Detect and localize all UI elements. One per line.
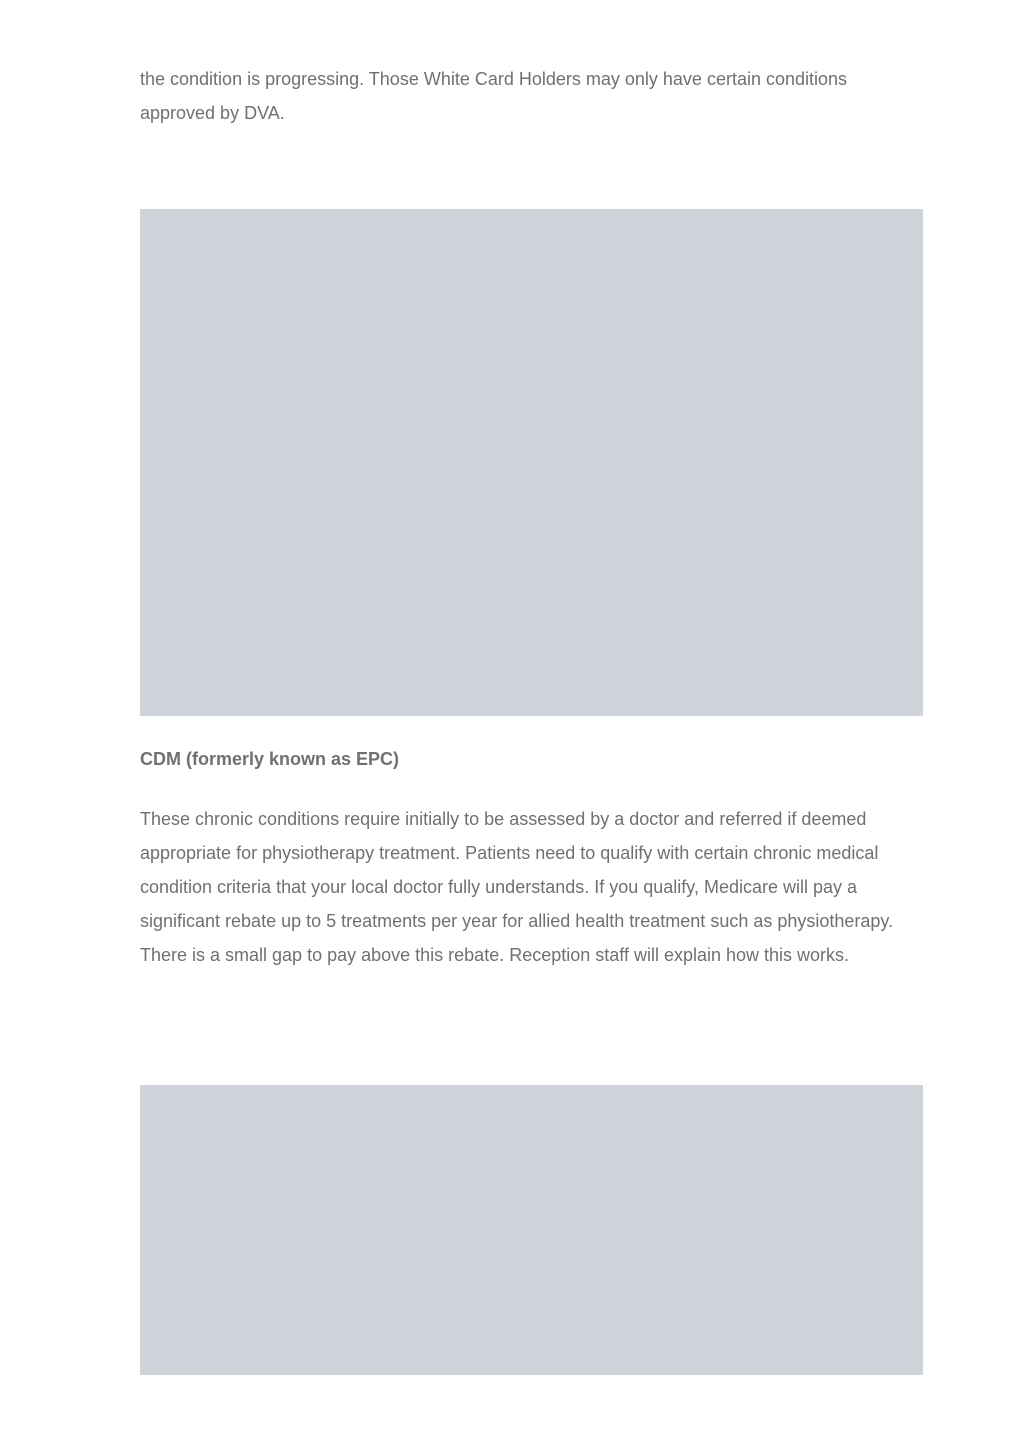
cdm-paragraph: These chronic conditions require initially to be assessed by a doctor and referred if deemed appropriate for physiotherapy treatment. Patients need to qualify with certain chronic medical condition criteria that your local doctor fully understands. If you qualify, Medicare will pay a significant rebate up to 5 treatments per year for allied health treatment such as physiotherapy. There is a small gap to pay above this rebate. Reception staff will explain how this works. (140, 809, 894, 965)
image-placeholder (140, 209, 923, 716)
section-heading: CDM (formerly known as EPC) (140, 749, 400, 769)
image-placeholder (140, 1085, 923, 1375)
intro-paragraph: the condition is progressing. Those White Card Holders may only have certain conditions approved by DVA. (140, 69, 848, 123)
